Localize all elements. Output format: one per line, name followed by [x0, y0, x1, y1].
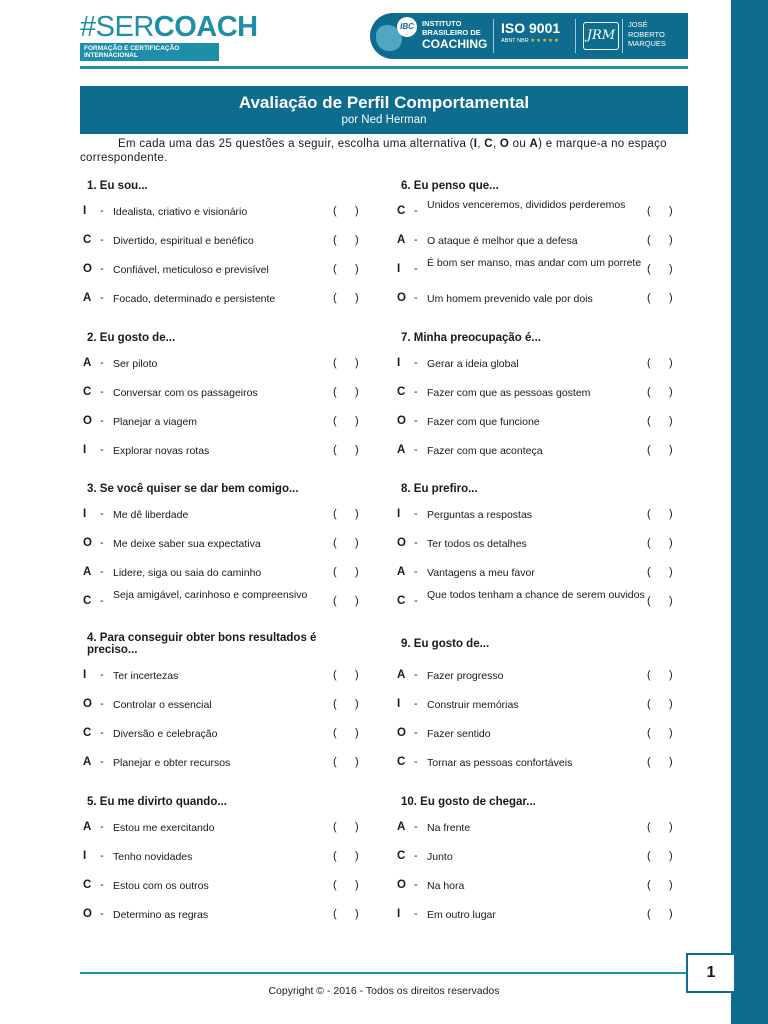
- option-text: Planejar a viagem: [113, 416, 198, 428]
- option-text: Lidere, siga ou saia do caminho: [113, 567, 262, 579]
- option-dash: -: [100, 698, 104, 710]
- answer-option[interactable]: [80, 199, 365, 225]
- option-letter: I: [397, 357, 401, 369]
- option-letter: C: [83, 727, 92, 739]
- answer-checkbox[interactable]: ( ): [333, 234, 359, 246]
- page-title: Avaliação de Perfil Comportamental: [238, 93, 530, 112]
- option-dash: -: [414, 444, 418, 456]
- answer-checkbox[interactable]: ( ): [333, 263, 359, 275]
- option-dash: -: [414, 566, 418, 578]
- option-letter: O: [83, 415, 92, 427]
- option-dash: -: [414, 727, 418, 739]
- option-text: Conversar com os passageiros: [113, 387, 258, 399]
- option-letter: A: [83, 566, 92, 578]
- option-letter: A: [397, 669, 406, 681]
- option-letter: I: [83, 669, 87, 681]
- option-letter: C: [397, 850, 406, 862]
- option-text: Na hora: [427, 880, 465, 892]
- option-text: Fazer com que funcione: [427, 416, 540, 428]
- answer-option[interactable]: [80, 815, 365, 841]
- question-6: [394, 180, 679, 305]
- option-letter: A: [397, 566, 406, 578]
- option-dash: -: [414, 357, 418, 369]
- answer-checkbox[interactable]: ( ): [333, 821, 359, 833]
- option-text: Perguntas a respostas: [427, 509, 533, 521]
- header-divider: [493, 19, 494, 53]
- answer-checkbox[interactable]: ( ): [333, 537, 359, 549]
- copyright: Copyright © - 2016 - Todos os direitos reservados: [268, 985, 500, 997]
- question-title: 1. Eu sou...: [87, 180, 148, 192]
- question-2: [80, 332, 365, 457]
- answer-option[interactable]: [80, 663, 365, 689]
- option-letter: O: [397, 537, 406, 549]
- answer-option[interactable]: [394, 560, 679, 586]
- answer-checkbox[interactable]: ( ): [333, 756, 359, 768]
- question-10: [394, 796, 679, 921]
- option-letter: A: [83, 357, 92, 369]
- answer-checkbox[interactable]: ( ): [647, 386, 673, 398]
- instructions: [80, 137, 688, 165]
- jrm-line1: JOSÉ: [628, 20, 648, 29]
- answer-checkbox[interactable]: ( ): [333, 595, 359, 607]
- answer-checkbox[interactable]: ( ): [647, 727, 673, 739]
- answer-option[interactable]: [394, 438, 679, 464]
- question-title: 9. Eu gosto de...: [401, 638, 490, 650]
- question-title: 8. Eu prefiro...: [401, 483, 478, 495]
- answer-option[interactable]: [80, 502, 365, 528]
- option-letter: O: [397, 415, 406, 427]
- answer-option[interactable]: [394, 721, 679, 747]
- option-letter: A: [397, 821, 406, 833]
- option-dash: -: [414, 537, 418, 549]
- intro-text: Em cada uma das 25 questões a seguir, escolha uma alternativa (: [118, 138, 474, 150]
- answer-checkbox[interactable]: ( ): [333, 292, 359, 304]
- option-text: Me deixe saber sua expectativa: [113, 538, 261, 550]
- option-dash: -: [100, 444, 104, 456]
- option-text: Na frente: [427, 822, 471, 834]
- answer-checkbox[interactable]: ( ): [333, 908, 359, 920]
- answer-option[interactable]: [394, 844, 679, 870]
- option-dash: -: [100, 756, 104, 768]
- option-dash: -: [100, 386, 104, 398]
- option-letter: C: [397, 756, 406, 768]
- option-letter: C: [83, 386, 92, 398]
- option-dash: -: [414, 595, 418, 607]
- option-text: Ter incertezas: [113, 670, 179, 682]
- answer-checkbox[interactable]: ( ): [333, 698, 359, 710]
- ibc-line2: BRASILEIRO DE: [422, 28, 481, 37]
- question-4: [80, 632, 365, 769]
- option-letter: I: [397, 908, 401, 920]
- option-text: Controlar o essencial: [113, 699, 212, 711]
- answer-checkbox[interactable]: ( ): [333, 508, 359, 520]
- option-text: Me dê liberdade: [113, 509, 189, 521]
- answer-option[interactable]: [80, 844, 365, 870]
- answer-checkbox[interactable]: ( ): [647, 821, 673, 833]
- answer-checkbox[interactable]: ( ): [647, 508, 673, 520]
- option-letter: O: [397, 879, 406, 891]
- ibc-logo-text: [422, 19, 487, 51]
- option-text: Tenho novidades: [113, 851, 193, 863]
- option-letter: O: [83, 698, 92, 710]
- answer-option[interactable]: [80, 286, 365, 312]
- option-dash: -: [100, 234, 104, 246]
- intro-sep: ,: [492, 138, 500, 150]
- option-letter: I: [83, 508, 87, 520]
- question-8: [394, 483, 679, 607]
- question-9: [394, 632, 679, 769]
- option-text: Fazer sentido: [427, 728, 491, 740]
- option-text: Unidos venceremos, divididos perderemos: [427, 199, 626, 211]
- logo-ser: SER: [95, 11, 154, 43]
- option-text: Estou me exercitando: [113, 822, 215, 834]
- answer-option[interactable]: [80, 873, 365, 899]
- answer-checkbox[interactable]: ( ): [647, 234, 673, 246]
- answer-checkbox[interactable]: ( ): [333, 669, 359, 681]
- option-letter: I: [397, 263, 401, 275]
- option-text: Fazer com que aconteça: [427, 445, 543, 457]
- option-text: Gerar a ideia global: [427, 358, 519, 370]
- option-dash: -: [100, 508, 104, 520]
- option-text: Tornar as pessoas confortáveis: [427, 757, 573, 769]
- option-letter: I: [83, 205, 87, 217]
- option-text: Fazer com que as pessoas gostem: [427, 387, 591, 399]
- answer-option[interactable]: [394, 815, 679, 841]
- option-text: Seja amigável, carinhoso e compreensivo: [113, 589, 308, 601]
- option-text: O ataque é melhor que a defesa: [427, 235, 578, 247]
- option-text: Ter todos os detalhes: [427, 538, 527, 550]
- answer-checkbox[interactable]: ( ): [647, 444, 673, 456]
- jrm-line2: ROBERTO: [628, 29, 665, 39]
- answer-checkbox[interactable]: ( ): [647, 908, 673, 920]
- answer-checkbox[interactable]: ( ): [647, 205, 673, 217]
- option-letter: C: [83, 595, 92, 607]
- option-dash: -: [414, 415, 418, 427]
- answer-checkbox[interactable]: ( ): [333, 566, 359, 578]
- option-letter: O: [397, 727, 406, 739]
- ibc-line1: INSTITUTO: [422, 19, 462, 28]
- option-dash: -: [100, 537, 104, 549]
- option-dash: -: [414, 386, 418, 398]
- question-7: [394, 332, 679, 457]
- option-dash: -: [414, 234, 418, 246]
- answer-checkbox[interactable]: ( ): [333, 879, 359, 891]
- ibc-badge: IBC: [397, 17, 417, 37]
- option-dash: -: [100, 908, 104, 920]
- option-text: Ser piloto: [113, 358, 158, 370]
- answer-checkbox[interactable]: ( ): [647, 756, 673, 768]
- intro-letter: A: [529, 138, 539, 150]
- answer-option[interactable]: [394, 351, 679, 377]
- answer-option[interactable]: [394, 409, 679, 435]
- question-title: 7. Minha preocupação é...: [401, 332, 541, 344]
- option-text: Fazer progresso: [427, 670, 504, 682]
- answer-option[interactable]: [80, 438, 365, 464]
- answer-option[interactable]: [394, 228, 679, 254]
- question-title: 10. Eu gosto de chegar...: [401, 796, 536, 808]
- option-dash: -: [414, 508, 418, 520]
- option-dash: -: [100, 821, 104, 833]
- answer-checkbox[interactable]: ( ): [647, 566, 673, 578]
- question-3: [80, 483, 365, 607]
- option-dash: -: [100, 595, 104, 607]
- option-text: Explorar novas rotas: [113, 445, 210, 457]
- answer-checkbox[interactable]: ( ): [647, 595, 673, 607]
- question-title: 5. Eu me divirto quando...: [87, 796, 227, 808]
- iso-sub: [501, 38, 560, 44]
- question-title: 6. Eu penso que...: [401, 180, 499, 192]
- option-dash: -: [100, 727, 104, 739]
- intro-text: ) e marque-a no espaço correspondente.: [80, 138, 667, 164]
- option-dash: -: [414, 698, 418, 710]
- answer-option[interactable]: [394, 873, 679, 899]
- title-bar: [80, 86, 688, 134]
- answer-checkbox[interactable]: ( ): [647, 357, 673, 369]
- option-letter: C: [397, 386, 406, 398]
- option-letter: O: [83, 263, 92, 275]
- answer-option[interactable]: [80, 531, 365, 557]
- option-letter: O: [83, 908, 92, 920]
- answer-checkbox[interactable]: ( ): [647, 537, 673, 549]
- ibc-line3: COACHING: [422, 37, 488, 51]
- answer-option[interactable]: [80, 721, 365, 747]
- answer-checkbox[interactable]: ( ): [333, 444, 359, 456]
- option-dash: -: [100, 292, 104, 304]
- header-rule: [80, 66, 688, 69]
- option-letter: A: [83, 292, 92, 304]
- intro-sep: ou: [509, 138, 530, 150]
- option-dash: -: [100, 566, 104, 578]
- iso-label: ISO 9001: [501, 20, 561, 36]
- option-dash: -: [414, 879, 418, 891]
- answer-option[interactable]: [80, 692, 365, 718]
- option-letter: A: [83, 821, 92, 833]
- answer-option[interactable]: [394, 257, 679, 283]
- answer-option[interactable]: [394, 750, 679, 776]
- answer-option[interactable]: [394, 589, 679, 615]
- option-letter: O: [83, 537, 92, 549]
- option-dash: -: [414, 205, 418, 217]
- answer-option[interactable]: [394, 199, 679, 225]
- answer-option[interactable]: [80, 902, 365, 928]
- answer-option[interactable]: [394, 380, 679, 406]
- option-letter: A: [397, 444, 406, 456]
- question-title: 4. Para conseguir obter bons resultados é preciso...: [87, 632, 317, 656]
- option-letter: C: [83, 234, 92, 246]
- option-dash: -: [414, 263, 418, 275]
- option-dash: -: [414, 908, 418, 920]
- logo-hash: #: [80, 11, 96, 43]
- answer-checkbox[interactable]: ( ): [647, 879, 673, 891]
- footer-rule: [80, 972, 688, 974]
- answer-checkbox[interactable]: ( ): [333, 205, 359, 217]
- side-accent-bar: [731, 0, 768, 1024]
- intro-letter: C: [484, 138, 493, 150]
- answer-option[interactable]: [394, 531, 679, 557]
- answer-option[interactable]: [394, 502, 679, 528]
- iso-stars-icon: ★★★★★: [530, 38, 560, 44]
- answer-option[interactable]: [80, 380, 365, 406]
- answer-option[interactable]: [80, 750, 365, 776]
- answer-checkbox[interactable]: ( ): [647, 850, 673, 862]
- option-text: Que todos tenham a chance de serem ouvidos: [427, 589, 645, 601]
- answer-checkbox[interactable]: ( ): [333, 386, 359, 398]
- option-dash: -: [414, 669, 418, 681]
- option-text: Estou com os outros: [113, 880, 209, 892]
- jrm-name: [628, 20, 666, 49]
- option-letter: C: [397, 205, 406, 217]
- option-text: Vantagens a meu favor: [427, 567, 535, 579]
- option-text: Construir memórias: [427, 699, 519, 711]
- option-dash: -: [100, 263, 104, 275]
- option-dash: -: [414, 756, 418, 768]
- option-letter: I: [397, 698, 401, 710]
- option-text: Um homem prevenido vale por dois: [427, 293, 593, 305]
- iso-sub-text: ABNT NBR: [501, 38, 529, 44]
- option-dash: -: [414, 821, 418, 833]
- option-letter: A: [397, 234, 406, 246]
- option-text: Confiável, meticuloso e previsível: [113, 264, 269, 276]
- question-5: [80, 796, 365, 921]
- jrm-line3: MARQUES: [628, 39, 666, 48]
- question-1: [80, 180, 365, 305]
- answer-option[interactable]: [80, 351, 365, 377]
- intro-letter: O: [499, 138, 510, 150]
- option-text: Focado, determinado e persistente: [113, 293, 276, 305]
- option-letter: A: [83, 756, 92, 768]
- page-subtitle: por Ned Herman: [341, 114, 427, 126]
- question-title: 2. Eu gosto de...: [87, 332, 176, 344]
- answer-checkbox[interactable]: ( ): [647, 698, 673, 710]
- answer-checkbox[interactable]: ( ): [647, 263, 673, 275]
- answer-checkbox[interactable]: ( ): [333, 357, 359, 369]
- logo-coach: COACH: [153, 11, 258, 43]
- option-text: Planejar e obter recursos: [113, 757, 231, 769]
- option-letter: I: [83, 850, 87, 862]
- answer-option[interactable]: [394, 663, 679, 689]
- option-text: É bom ser manso, mas andar com um porrete: [427, 257, 642, 269]
- question-title: 3. Se você quiser se dar bem comigo...: [87, 483, 299, 495]
- header-banner: [370, 13, 688, 59]
- option-letter: I: [397, 508, 401, 520]
- answer-checkbox[interactable]: ( ): [333, 415, 359, 427]
- answer-option[interactable]: [80, 560, 365, 586]
- intro-sep: ,: [477, 138, 485, 150]
- answer-checkbox[interactable]: ( ): [333, 850, 359, 862]
- option-dash: -: [100, 879, 104, 891]
- option-text: Determino as regras: [113, 909, 209, 921]
- answer-option[interactable]: [80, 409, 365, 435]
- sercoach-logo: [80, 12, 258, 61]
- jrm-logo-mark: JRM: [583, 22, 619, 50]
- answer-option[interactable]: [80, 228, 365, 254]
- option-dash: -: [100, 669, 104, 681]
- option-dash: -: [100, 850, 104, 862]
- option-dash: -: [100, 415, 104, 427]
- answer-checkbox[interactable]: ( ): [647, 415, 673, 427]
- logo-tagline: FORMAÇÃO E CERTIFICAÇÃO INTERNACIONAL: [80, 43, 219, 61]
- option-letter: I: [83, 444, 87, 456]
- header-divider: [575, 19, 576, 53]
- option-letter: O: [397, 292, 406, 304]
- answer-checkbox[interactable]: ( ): [647, 292, 673, 304]
- header-divider: [622, 19, 623, 53]
- option-text: Idealista, criativo e visionário: [113, 206, 248, 218]
- option-dash: -: [414, 292, 418, 304]
- option-dash: -: [414, 850, 418, 862]
- answer-option[interactable]: [394, 692, 679, 718]
- answer-checkbox[interactable]: ( ): [647, 669, 673, 681]
- option-text: Junto: [427, 851, 453, 863]
- option-letter: C: [397, 595, 406, 607]
- option-letter: C: [83, 879, 92, 891]
- option-dash: -: [100, 205, 104, 217]
- answer-option[interactable]: [394, 286, 679, 312]
- page-number: 1: [686, 953, 736, 993]
- option-text: Divertido, espiritual e benéfico: [113, 235, 254, 247]
- intro-letter: I: [473, 138, 478, 150]
- answer-option[interactable]: [80, 589, 365, 615]
- option-text: Em outro lugar: [427, 909, 496, 921]
- answer-option[interactable]: [80, 257, 365, 283]
- answer-option[interactable]: [394, 902, 679, 928]
- option-dash: -: [100, 357, 104, 369]
- answer-checkbox[interactable]: ( ): [333, 727, 359, 739]
- option-text: Diversão e celebração: [113, 728, 218, 740]
